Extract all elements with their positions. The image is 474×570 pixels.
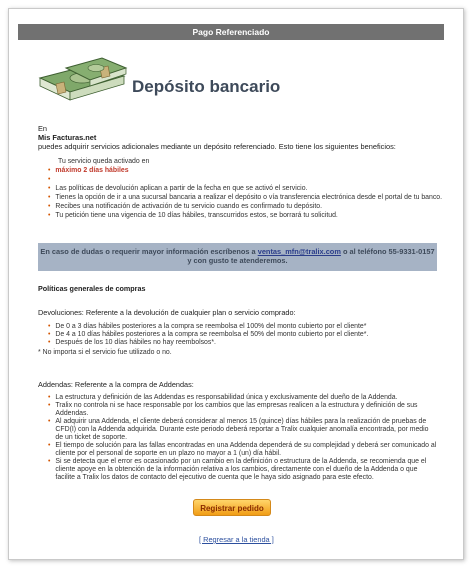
benefits-list [38, 158, 448, 220]
list-item: • Tu petición tiene una vigencia de 10 días hábiles, transcurridos estos, se borrará tu solicitud. [48, 212, 338, 219]
bullet-icon: • [48, 458, 51, 465]
bullet-icon: • [48, 185, 51, 192]
bullet-icon: • [48, 339, 51, 346]
bullet-icon: • [48, 442, 51, 449]
contact-email-link[interactable]: ventas_mfn@tralix.com [257, 247, 341, 256]
list-item: • El tiempo de solución para las fallas encontradas en una Addenda dependerá de su complejidad y deberá ser comunicado al cliente por el personal de soporte en un plazo no mayor a 1 (un) día hábil. [48, 442, 437, 457]
addendas-heading: Addendas: Referente a la compra de Addendas: [38, 380, 194, 389]
list-item [38, 176, 448, 184]
list-item: • Al adquirir una Addenda, el cliente deberá considerar al menos 15 (quince) días hábiles para la realización de pruebas de CFD(I) con la Addenda adquirida. Durante este periodo deberá reportar a Tralix cualquier anomalía encontrada, por medio de un ticket de soporte. [48, 418, 429, 441]
bullet-icon: • [48, 402, 51, 409]
list-item: • Después de los 10 días hábiles no hay reembolsos*. [48, 339, 216, 346]
bullet-icon: • [48, 418, 51, 425]
back-to-store-link-wrap [199, 535, 274, 544]
bullet-icon: • [48, 167, 51, 174]
returns-list [38, 323, 438, 357]
page-heading: Depósito bancario [132, 77, 281, 96]
intro-line-3: puedes adquirir servicios adicionales mediante un depósito referenciado. Esto tiene los siguientes beneficios: [38, 141, 396, 151]
list-item: • Tralix no controla ni se hace responsable por los cambios que las empresas realicen a la estructura y definición de sus Addendas. [48, 402, 418, 417]
intro-line-1: En [38, 124, 48, 133]
returns-note: * No importa si el servicio fue utilizado o no. [38, 349, 172, 356]
page-title-bar: Pago Referenciado [18, 24, 444, 40]
contact-box [38, 243, 437, 271]
bullet-icon: • [48, 176, 51, 183]
money-bills-icon [36, 54, 130, 110]
contact-text-post: o al teléfono 55-9331-0157 y con gusto te atenderemos. [187, 247, 435, 265]
benefit-highlight: máximo 2 días hábiles [55, 167, 129, 174]
register-order-button[interactable]: Registrar pedido [193, 499, 271, 516]
contact-text-pre: En caso de dudas o requerir mayor información escríbenos a [40, 247, 258, 256]
list-item: • De 4 a 10 días hábiles posteriores a la compra se reembolsa el 50% del monto cubierto por el cliente*. [48, 331, 369, 338]
bullet-icon: • [48, 394, 51, 401]
brand-name: Mis Facturas.net [38, 132, 97, 142]
benefit-highlight-item [38, 167, 448, 175]
bullet-icon: • [48, 194, 51, 201]
back-to-store-link[interactable]: [ Regresar a la tienda ] [199, 535, 274, 544]
list-item: • La estructura y definición de las Addendas es responsabilidad única y exclusivamente del dueño de la Addenda. [48, 394, 398, 401]
list-item: • Recibes una notificación de activación de tu servicio cuando es confirmado tu depósito. [48, 203, 323, 210]
benefits-lead: Tu servicio queda activado en [58, 158, 150, 165]
bullet-icon: • [48, 323, 51, 330]
bullet-icon: • [48, 203, 51, 210]
bullet-icon: • [48, 331, 51, 338]
bullet-icon: • [48, 212, 51, 219]
list-item: • De 0 a 3 días hábiles posteriores a la compra se reembolsa el 100% del monto cubierto por el cliente* [48, 323, 367, 330]
policies-title: Políticas generales de compras [38, 284, 146, 293]
list-item: • Las políticas de devolución aplican a partir de la fecha en que se activó el servicio. [48, 185, 308, 192]
list-item: • Tienes la opción de ir a una sucursal bancaria a realizar el depósito o vía transferencia electrónica desde el portal de tu banco. [48, 194, 443, 201]
list-item: • Si se detecta que el error es ocasionado por un cambio en la definición o estructura de la Addenda, se recomienda que el cliente apoye en la obtención de la información relativa a los cambios, directamente con el dueño de la Addenda o que facilite a Tralix los datos de contacto del ejecutivo de cuenta que le haya sido asignado para este efecto. [48, 458, 427, 481]
addendas-list [38, 394, 438, 482]
intro-text [38, 125, 458, 151]
returns-heading: Devoluciones: Referente a la devolución de cualquier plan o servicio comprado: [38, 308, 296, 317]
